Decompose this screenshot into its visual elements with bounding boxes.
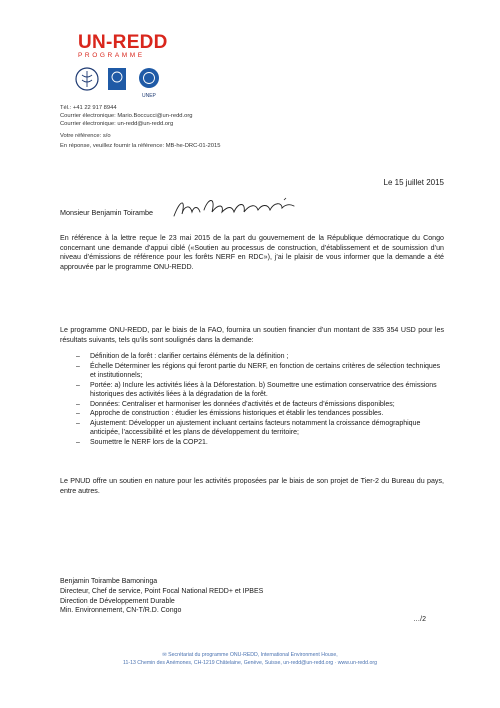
your-reference: Votre référence: s/o xyxy=(60,133,111,139)
list-item: – Soumettre le NERF lors de la COP21. xyxy=(60,438,444,448)
list-item: – Données: Centraliser et harmoniser les données d’activités et de facteurs d’émissions disponibles; xyxy=(60,400,444,410)
page-indicator: …/2 xyxy=(413,616,426,623)
letter-date: Le 15 juillet 2015 xyxy=(383,178,444,187)
handwritten-signature xyxy=(170,194,298,222)
contact-email-1: Courrier électronique: Mario.Boccucci@un-redd.org xyxy=(60,113,193,119)
paragraph-undp-support: Le PNUD offre un soutien en nature pour les activités proposées par le biais de son projet de Tier-2 du Bureau du pays, entre autres. xyxy=(60,477,444,495)
fao-emblem-icon xyxy=(76,68,98,90)
signatory-ministry: Min. Environnement, CN-T/R.D. Congo xyxy=(60,607,182,615)
footer-line-2: 11-13 Chemin des Anémones, CH-1219 Châtelaine, Genève, Suisse, un-redd@un-redd.org · www.un-redd.org xyxy=(122,660,378,666)
signoff-block xyxy=(60,577,263,616)
logo-subtitle: PROGRAMME xyxy=(78,52,145,59)
unep-label: UNEP xyxy=(142,93,156,99)
signatory-name: Benjamin Toirambe Bamoninga xyxy=(60,578,158,585)
logo-title: UN-REDD xyxy=(78,32,168,53)
agency-emblems xyxy=(74,66,178,100)
contact-phone: Tél.: +41 22 917 8944 xyxy=(60,105,117,111)
list-item: – Échelle Déterminer les régions qui feront partie du NERF, en fonction de certains critères de sélection techniques et institutionnels; xyxy=(60,362,444,381)
list-item: – Portée: a) Inclure les activités liées à la Déforestation. b) Soumettre une estimation conservatrice des émissions historiques des activités liées à la dégradation de la forêt. xyxy=(60,381,444,400)
our-reference: En réponse, veuillez fournir la référence: MB-he-DRC-01-2015 xyxy=(60,143,221,149)
envelope-icon: ✉ xyxy=(162,652,169,658)
recipient: Monsieur Benjamin Toirambe xyxy=(60,208,153,217)
list-item: – Approche de construction : étudier les émissions historiques et établir les tendances possibles. xyxy=(60,409,444,419)
contact-email-2: Courrier électronique: un-redd@un-redd.org xyxy=(60,121,174,127)
signatory-title: Directeur, Chef de service, Point Focal National REDD+ et IPBES xyxy=(60,587,264,595)
signatory-department: Direction de Développement Durable xyxy=(60,597,175,605)
list-item: – Ajustement: Développer un ajustement incluant certains facteurs notamment la croissance démographique anticipée, l’accessibilité et les plans de développement du territoire; xyxy=(60,419,444,438)
results-list xyxy=(60,352,444,447)
paragraph-approval: En référence à la lettre reçue le 23 mai 2015 de la part du gouvernement de la République démocratique du Congo concernant une demande d’appui ciblé («Soutien au processus de construction, d’établissement et de soumission d’un niveau d’émissions de référence pour les forêts NERF en RDC»), j’ai le plaisir de vous informer que la demande a été approuvée par le programme ONU-REDD. xyxy=(60,234,444,271)
unep-emblem-icon xyxy=(139,68,159,88)
footer-line-1: Secrétariat du programme ONU-REDD, International Environment House, xyxy=(168,652,338,658)
footer xyxy=(0,651,500,667)
paragraph-funding: Le programme ONU-REDD, par le biais de la FAO, fournira un soutien financier d’un montant de 335 354 USD pour les résultats suivants, tels qu’ils sont soulignés dans la demande: xyxy=(60,326,444,344)
list-item: – Définition de la forêt : clarifier certains éléments de la définition ; xyxy=(60,352,444,362)
undp-emblem-icon xyxy=(108,68,126,90)
